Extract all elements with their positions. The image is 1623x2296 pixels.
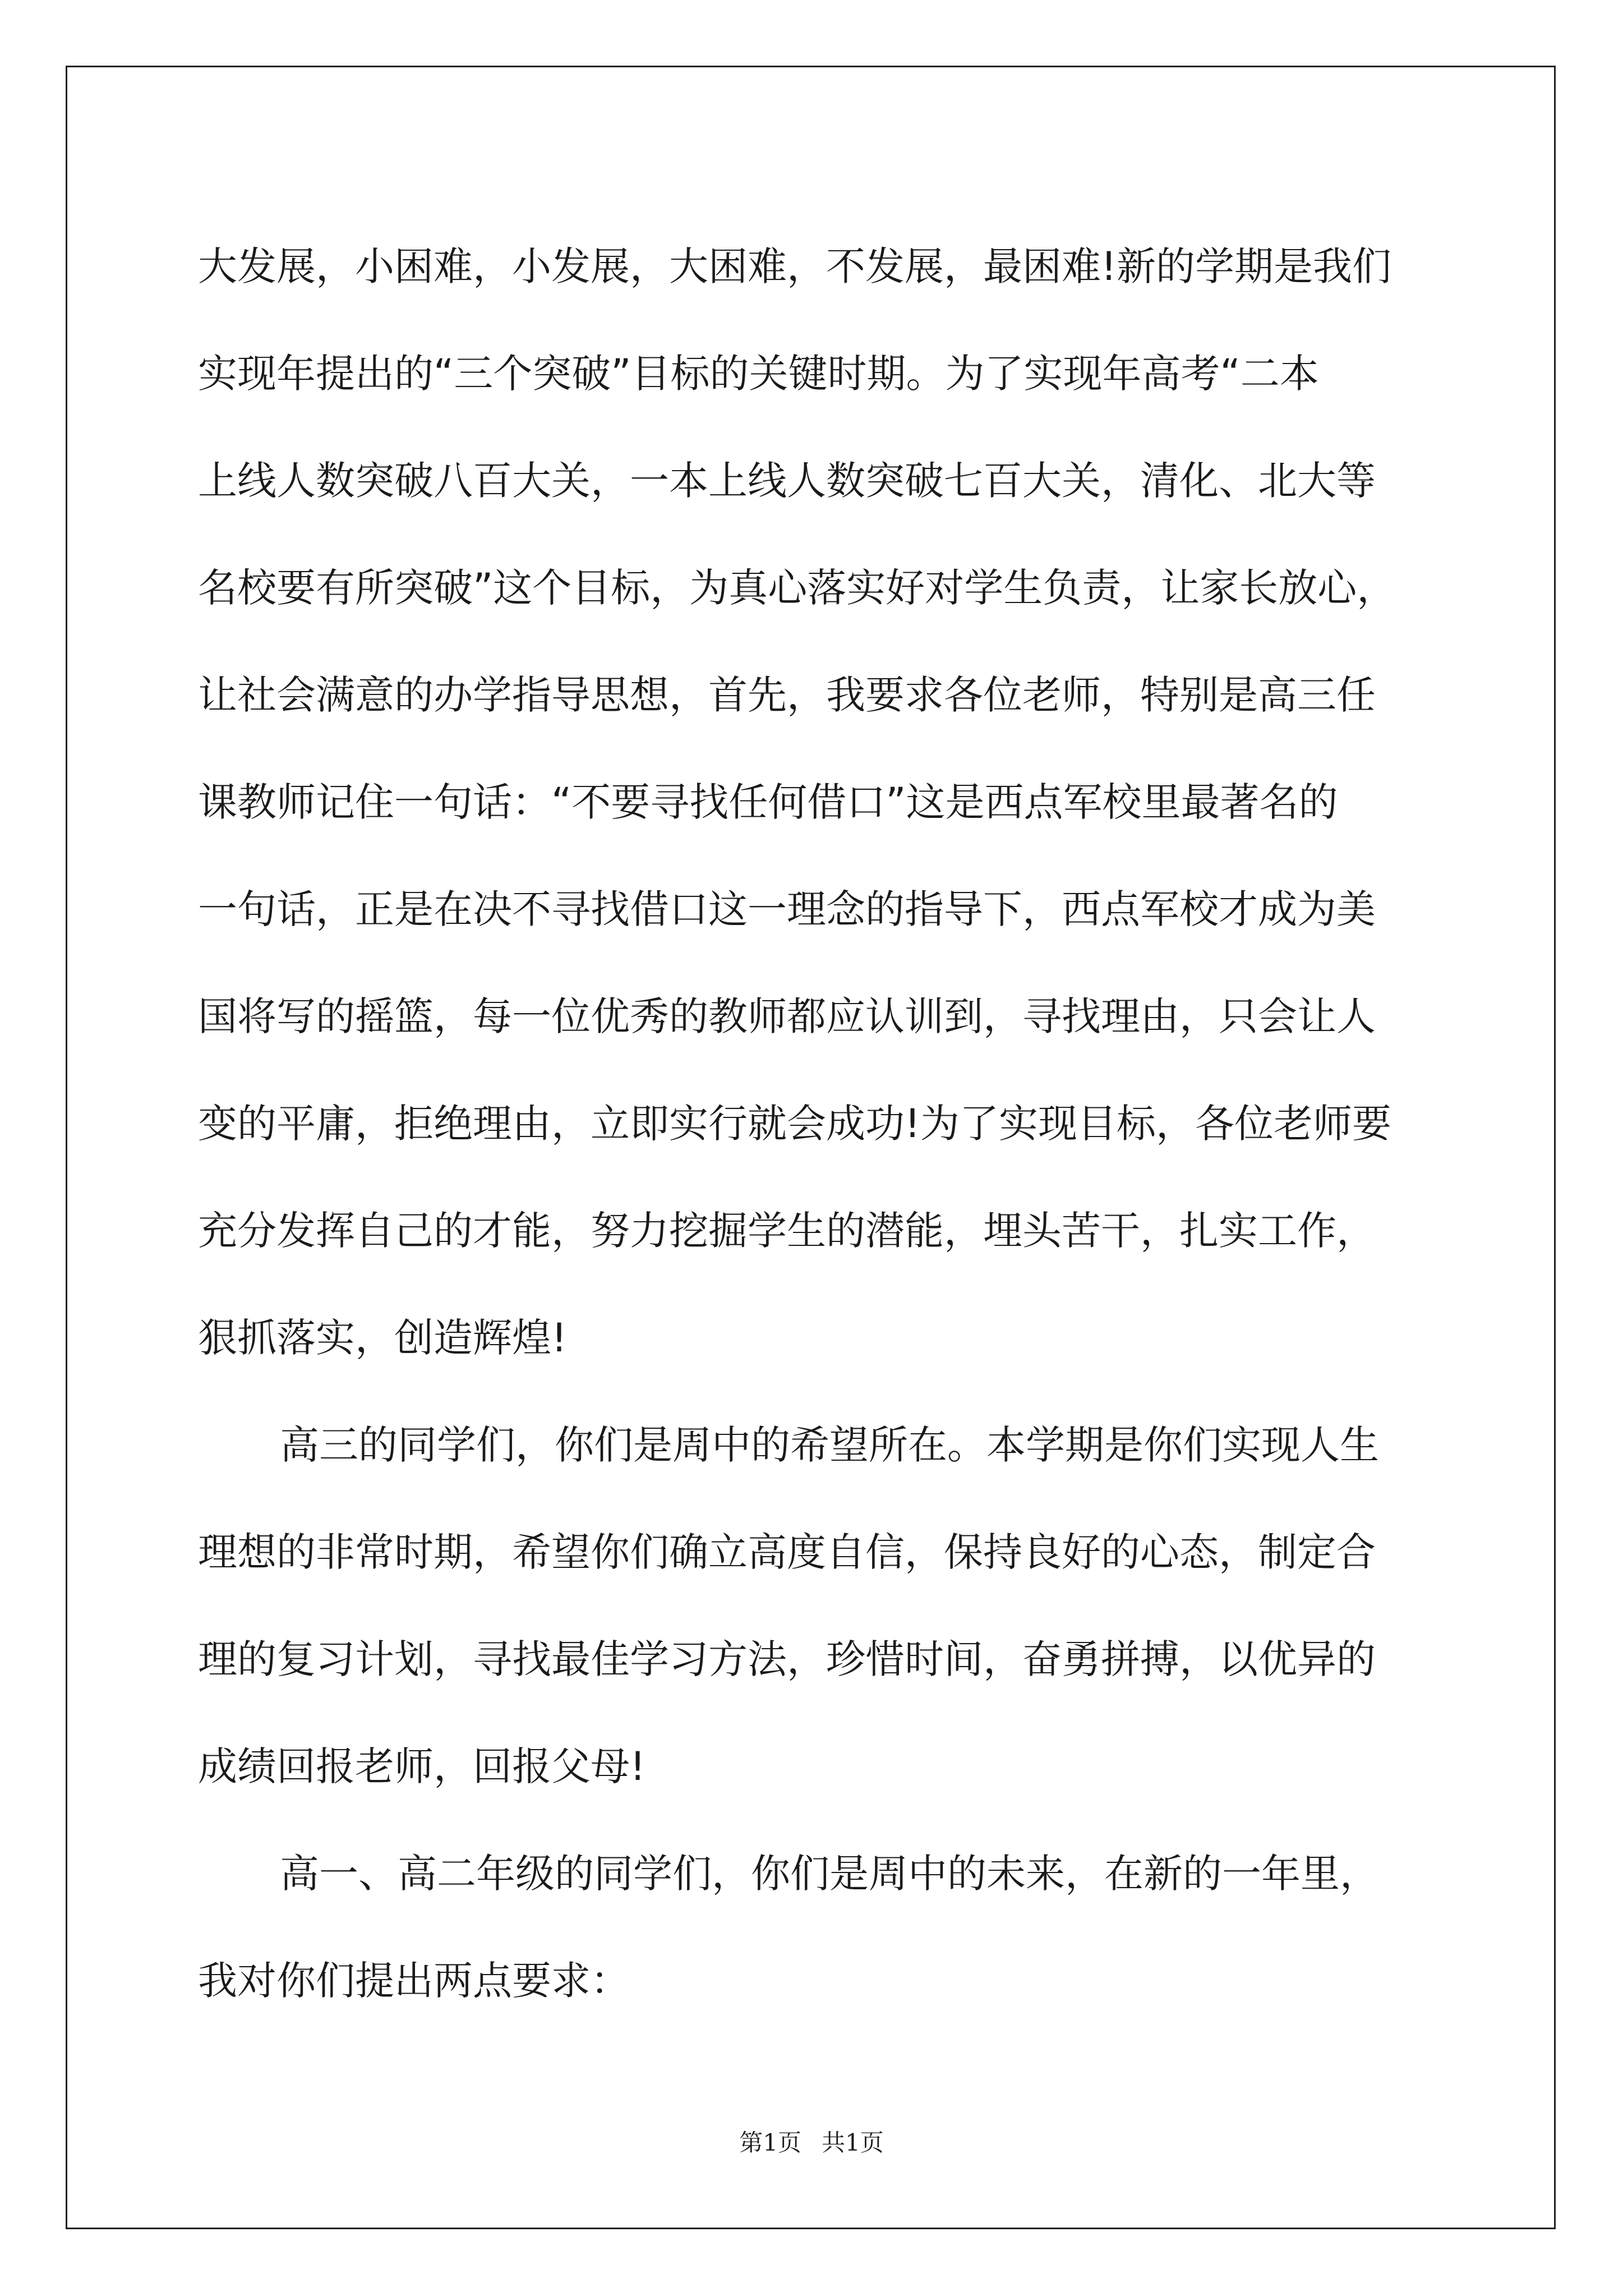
document-body [198, 213, 1460, 2035]
text-line: 大发展，小困难，小发展，大困难，不发展，最困难!新的学期是我们 [198, 243, 1392, 289]
text-line: 上线人数突破八百大关，一本上线人数突破七百大关，清化、北大等 [198, 458, 1376, 504]
page-number: 第1页 [739, 2129, 801, 2156]
text-line: 狠抓落实，创造辉煌! [198, 1315, 568, 1361]
text-line: 理的复习计划，寻找最佳学习方法，珍惜时间，奋勇拼搏，以优异的 [198, 1636, 1376, 1682]
text-line: 实现年提出的“三个突破”目标的关键时期。为了实现年高考“二本 [198, 351, 1319, 397]
text-line: 让社会满意的办学指导思想，首先，我要求各位老师，特别是高三任 [198, 672, 1376, 718]
text-line: 名校要有所突破”这个目标，为真心落实好对学生负责，让家长放心， [198, 565, 1396, 611]
page-total: 共1页 [822, 2129, 884, 2156]
text-line: 国将写的摇篮，每一位优秀的教师都应认训到，寻找理由，只会让人 [198, 993, 1376, 1039]
text-line: 课教师记住一句话：“不要寻找任何借口”这是西点军校里最著名的 [198, 779, 1338, 825]
text-line: 理想的非常时期，希望你们确立高度自信，保持良好的心态，制定合 [198, 1529, 1376, 1575]
text-line: 一句话，正是在决不寻找借口这一理念的指导下，西点军校才成为美 [198, 886, 1376, 932]
text-line: 我对你们提出两点要求： [198, 1958, 630, 2004]
text-line: 成绩回报老师，回报父母! [198, 1743, 646, 1789]
text-line: 充分发挥自己的才能，努力挖掘学生的潜能，埋头苦干，扎实工作， [198, 1208, 1376, 1254]
text-line: 变的平庸，拒绝理由，立即实行就会成功!为了实现目标，各位老师要 [198, 1101, 1392, 1147]
text-line: 高三的同学们，你们是周中的希望所在。本学期是你们实现人生 [280, 1422, 1379, 1468]
page-footer [0, 2126, 1623, 2160]
text-line: 高一、高二年级的同学们，你们是周中的未来，在新的一年里， [280, 1851, 1379, 1897]
